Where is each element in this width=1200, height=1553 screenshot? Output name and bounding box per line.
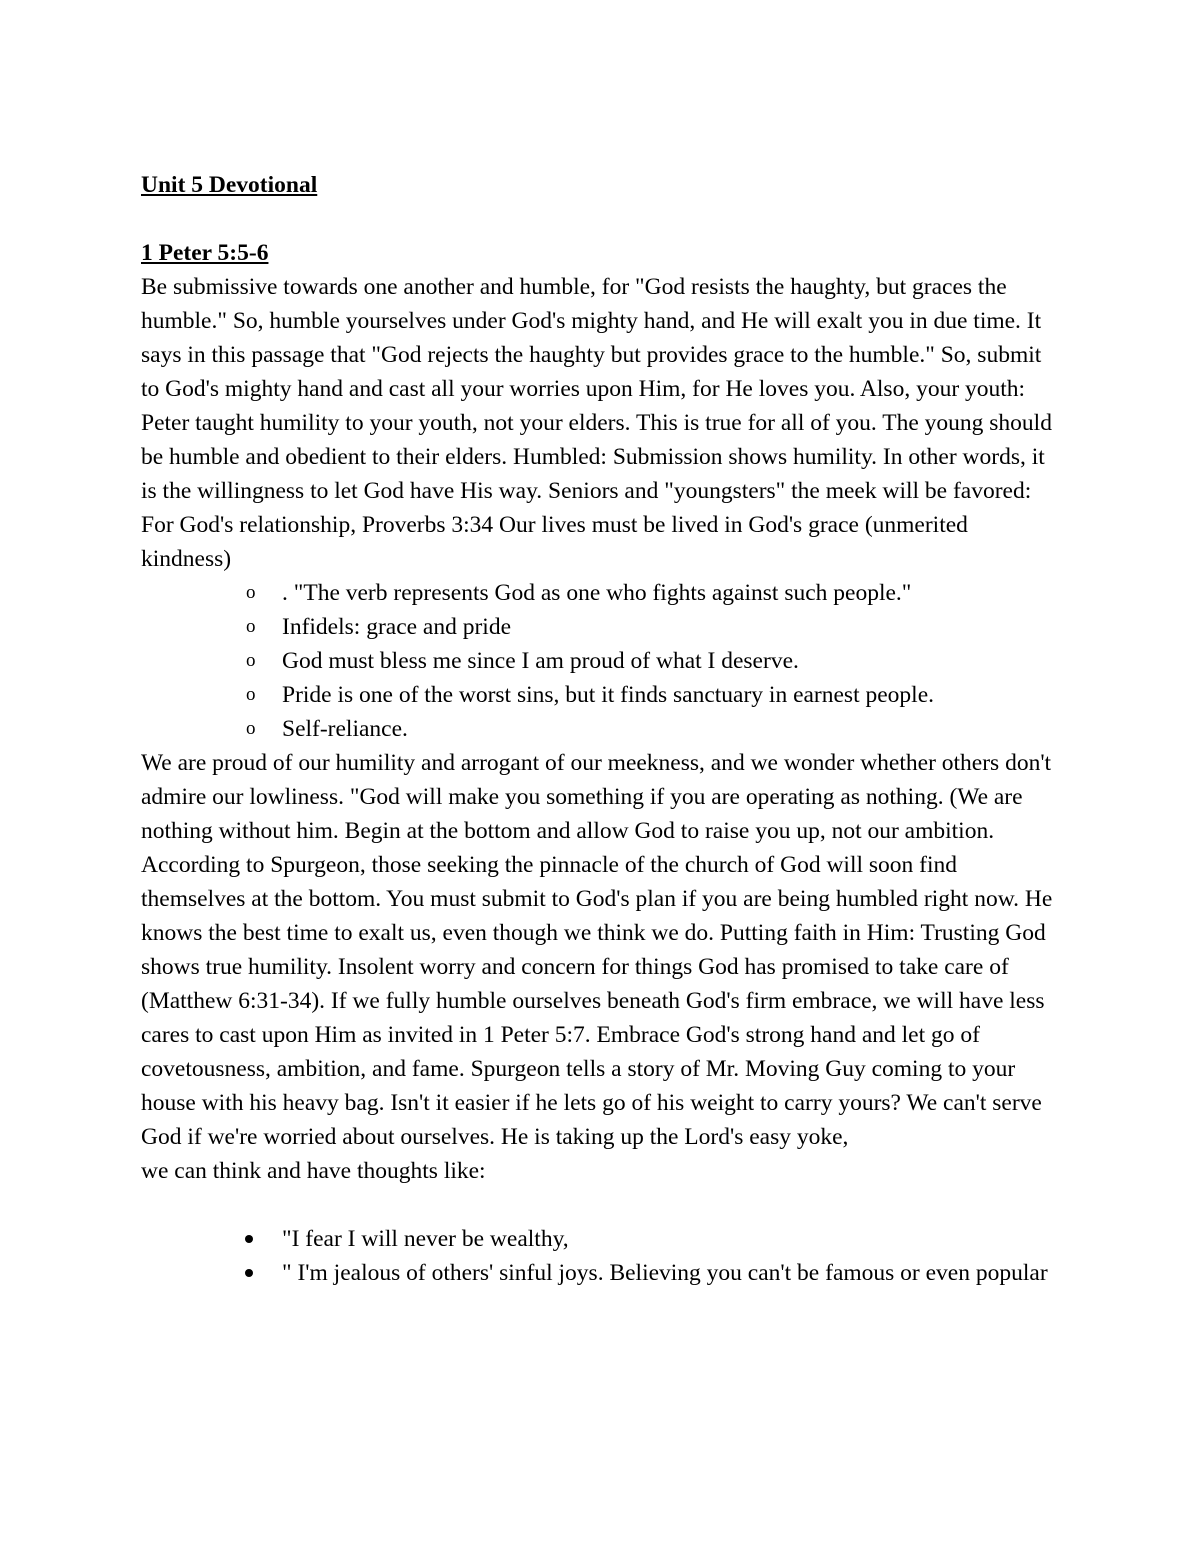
document-page [141, 168, 1061, 1290]
list-item-text: Pride is one of the worst sins, but it finds sanctuary in earnest people. [282, 682, 934, 708]
bullet-dot-icon [245, 1269, 253, 1277]
list-item-text: Infidels: grace and pride [282, 614, 512, 640]
list-item [141, 1222, 1061, 1256]
list-item-text: God must bless me since I am proud of what I deserve. [282, 648, 799, 674]
document-title: Unit 5 Devotional [141, 172, 318, 198]
list-item [141, 1256, 1061, 1290]
circle-bullet-icon: o [246, 582, 256, 603]
list-item-text: "I fear I will never be wealthy, [282, 1226, 569, 1252]
list-item [141, 576, 1061, 610]
body-paragraph-1: Be submissive towards one another and humble, for "God resists the haughty, but graces the humble." So, humble yourselves under God's mighty hand, and He will exalt you in due time. It says in this passage that "God rejects the haughty but provides grace to the humble." So, submit to God's mighty hand and cast all your worries upon Him, for He loves you. Also, your youth: Peter taught humility to your youth, not your elders. This is true for all of you. The young should be humble and obedient to their elders. Humbled: Submission shows humility. In other words, it is the willingness to let God have His way. Seniors and "youngsters" the meek will be favored: For God's relationship, Proverbs 3:34 Our lives must be lived in God's grace (unmerited kindness) [141, 274, 1052, 572]
circle-bullet-icon: o [246, 616, 256, 637]
list-item [141, 610, 1061, 644]
circle-bullet-icon: o [246, 718, 256, 739]
list-item-text: " I'm jealous of others' sinful joys. Believing you can't be famous or even popular [282, 1260, 1048, 1286]
blank-line [141, 1188, 1061, 1222]
body-paragraph-3: we can think and have thoughts like: [141, 1158, 486, 1184]
blank-line [141, 202, 1061, 236]
list-item [141, 644, 1061, 678]
body-paragraph-2: We are proud of our humility and arrogant of our meekness, and we wonder whether others don't admire our lowliness. "God will make you something if you are operating as nothing. (We are nothing without him. Begin at the bottom and allow God to raise you up, not our ambition. According to Spurgeon, those seeking the pinnacle of the church of God will soon find themselves at the bottom. You must submit to God's plan if you are being humbled right now. He knows the best time to exalt us, even though we think we do. Putting faith in Him: Trusting God shows true humility. Insolent worry and concern for things God has promised to take care of (Matthew 6:31-34). If we fully humble ourselves beneath God's firm embrace, we will have less cares to cast upon Him as invited in 1 Peter 5:7. Embrace God's strong hand and let go of covetousness, ambition, and fame. Spurgeon tells a story of Mr. Moving Guy coming to your house with his heavy bag. Isn't it easier if he lets go of his weight to carry yours? We can't serve God if we're worried about ourselves. He is taking up the Lord's easy yoke, [141, 750, 1053, 1150]
list-item [141, 712, 1061, 746]
bullet-dot-icon [245, 1235, 253, 1243]
list-item [141, 678, 1061, 712]
list-item-text: Self-reliance. [282, 716, 408, 742]
circle-bullet-list [141, 576, 1061, 746]
scripture-reference: 1 Peter 5:5-6 [141, 240, 269, 266]
list-item-text: . "The verb represents God as one who fights against such people." [282, 580, 912, 606]
disc-bullet-list [141, 1222, 1061, 1290]
circle-bullet-icon: o [246, 684, 256, 705]
circle-bullet-icon: o [246, 650, 256, 671]
